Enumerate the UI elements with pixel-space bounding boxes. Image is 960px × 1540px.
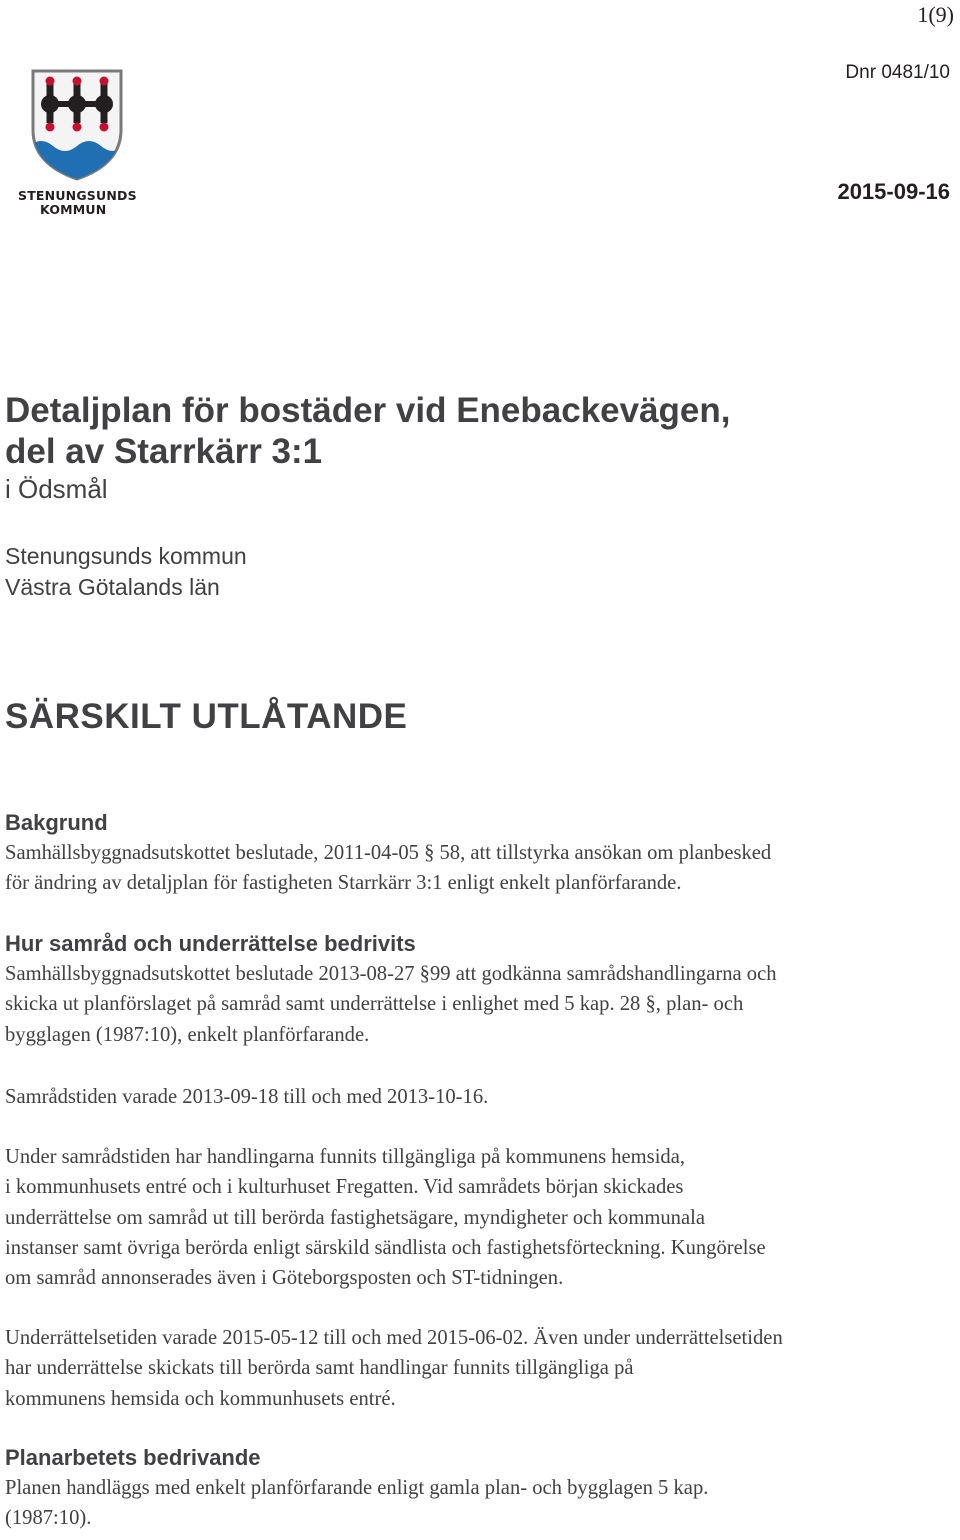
title-line-1: Detaljplan för bostäder vid Enebackevägen, — [5, 391, 731, 430]
section-paragraph — [5, 1473, 955, 1534]
page-number: 1(9) — [917, 2, 954, 27]
text-line: underrättelse om samråd ut till berörda fastighetsägare, myndigheter och kommunala — [5, 1206, 705, 1229]
section-paragraph — [5, 959, 955, 1050]
section-heading: Planarbetets bedrivande — [5, 1445, 261, 1470]
text-line: kommunens hemsida och kommunhusets entré. — [5, 1387, 396, 1410]
text-line: skicka ut planförslaget på samråd samt underrättelse i enlighet med 5 kap. 28 §, plan- och — [5, 993, 744, 1016]
report-type-heading: SÄRSKILT UTLÅTANDE — [5, 697, 408, 736]
text-line: för ändring av detaljplan för fastigheten Starrkärr 3:1 enligt enkelt planförfarande. — [5, 872, 682, 895]
text-line: Underrättelsetiden varade 2015-05-12 till och med 2015-06-02. Även under underrättelsetiden — [5, 1327, 783, 1349]
municipality-logo — [18, 68, 142, 218]
text-line: i kommunhusets entré och i kulturhuset Fregatten. Vid samrådets början skickades — [5, 1176, 684, 1199]
section-heading: Bakgrund — [5, 810, 108, 835]
section-samrad — [5, 929, 955, 1050]
section-paragraph: Samrådstiden varade 2013-09-18 till och med 2013-10-16. — [5, 1086, 489, 1108]
section-heading: Hur samråd och underrättelse bedrivits — [5, 931, 416, 956]
logo-wordmark — [18, 189, 142, 217]
text-line: Under samrådstiden har handlingarna funnits tillgängliga på kommunens hemsida, — [5, 1146, 686, 1168]
document-title — [5, 390, 945, 472]
location-block — [5, 541, 247, 603]
municipality-name: Stenungsunds kommun — [5, 543, 247, 569]
text-line: (1987:10). — [5, 1507, 92, 1530]
text-line: Samhällsbyggnadsutskottet beslutade 2013-08-27 §99 att godkänna samrådshandlingarna och — [5, 963, 777, 985]
title-block — [5, 390, 945, 504]
section-paragraph — [5, 838, 955, 899]
text-line: om samråd annonserades även i Göteborgsposten och ST-tidningen. — [5, 1267, 564, 1290]
section-paragraph — [5, 1323, 955, 1414]
document-subtitle: i Ödsmål — [5, 474, 108, 504]
text-line: Samhällsbyggnadsutskottet beslutade, 2011-04-05 § 58, att tillstyrka ansökan om planbesked — [5, 842, 772, 864]
diary-number: Dnr 0481/10 — [845, 62, 950, 83]
text-line: instanser samt övriga berörda enligt särskild sändlista och fastighetsförteckning. Kungörelse — [5, 1236, 766, 1259]
logo-line-1: STENUNGSUNDS — [18, 188, 137, 203]
section-bakgrund — [5, 808, 955, 899]
text-line: bygglagen (1987:10), enkelt planförfarande. — [5, 1023, 370, 1046]
text-line: har underrättelse skickats till berörda samt handlingar funnits tillgängliga på — [5, 1357, 634, 1380]
section-planarbete — [5, 1443, 955, 1534]
section-paragraph — [5, 1142, 955, 1293]
logo-line-2: KOMMUN — [40, 202, 107, 217]
county-name: Västra Götalands län — [5, 574, 220, 600]
coat-of-arms-icon — [30, 68, 124, 182]
title-line-2: del av Starrkärr 3:1 — [5, 432, 323, 471]
text-line: Planen handläggs med enkelt planförfarande enligt gamla plan- och bygglagen 5 kap. — [5, 1477, 709, 1499]
document-date: 2015-09-16 — [837, 179, 950, 204]
